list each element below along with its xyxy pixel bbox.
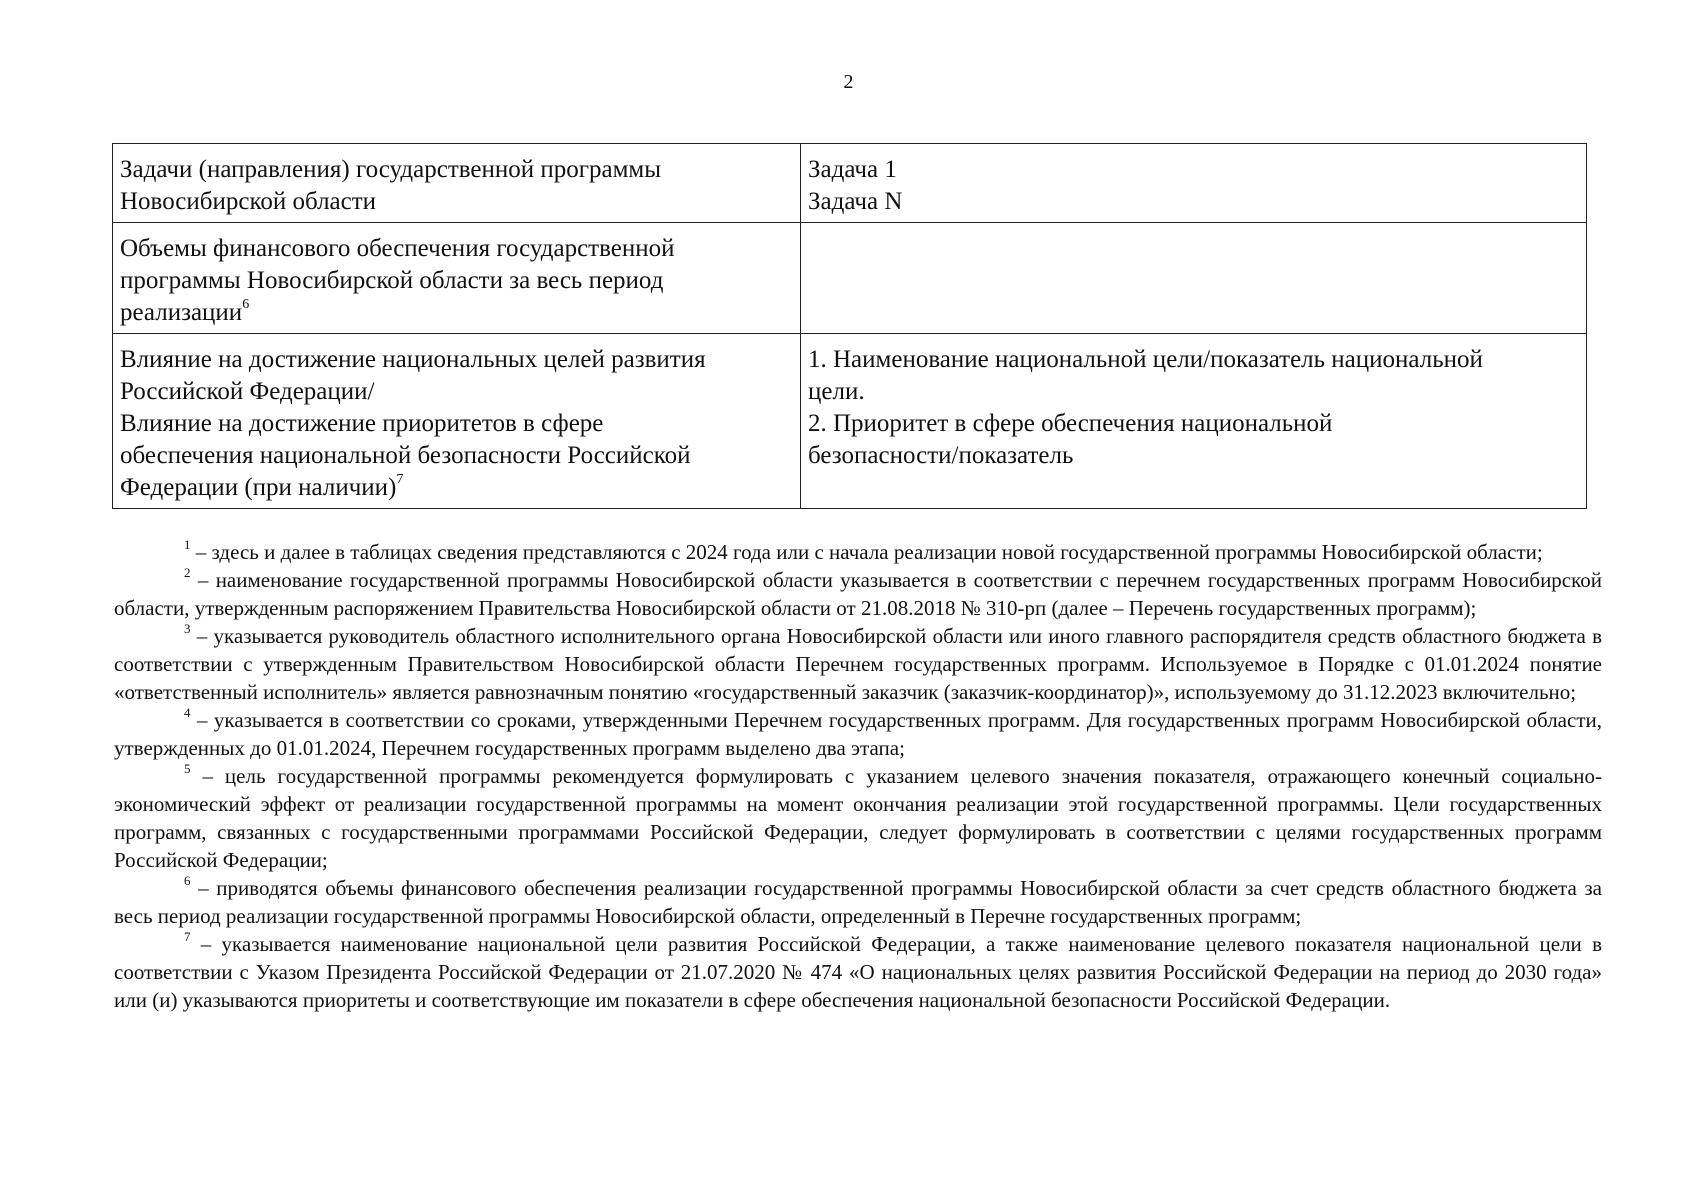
footnote-text: – наименование государственной программы Новосибирской области указывается в соответствии с перечнем государственных программ Новосибирской области, утвержденным распоряжением Правительства Новосибирской области от 21.08.2018 № 310-рп (далее – Перечень государственных программ);	[114, 568, 1602, 620]
footnote-ref-6: 6	[242, 296, 250, 312]
footnote-3	[114, 622, 1602, 706]
task-item: Задача N	[808, 188, 903, 215]
program-passport-table	[112, 143, 1587, 509]
finance-label-line: реализации	[120, 299, 243, 326]
goals-value-cell	[801, 334, 1587, 509]
goals-label-cell	[113, 334, 801, 509]
finance-label-line: программы Новосибирской области за весь период	[120, 267, 664, 294]
goals-value-line: цели.	[808, 378, 865, 405]
finance-label-cell	[113, 223, 801, 334]
footnote-7	[114, 930, 1602, 1014]
footnote-6	[114, 874, 1602, 930]
footnote-number: 3	[184, 621, 191, 636]
footnote-text: – здесь и далее в таблицах сведения представляются с 2024 года или с начала реализации новой государственной программы Новосибирской области;	[190, 540, 1543, 564]
footnote-text: – указывается в соответствии со сроками, утвержденными Перечнем государственных программ. Для государственных программ Новосибирской области, утвержденных до 01.01.2024, Перечнем государственных программ выделено два этапа;	[114, 708, 1602, 760]
footnotes-section	[114, 538, 1602, 1014]
footnote-number: 7	[184, 929, 191, 944]
table-row-national-goals	[113, 334, 1587, 509]
footnote-4	[114, 706, 1602, 762]
finance-value-cell	[801, 223, 1587, 334]
finance-label-line: Объемы финансового обеспечения государственной	[120, 235, 675, 262]
footnote-text: – указывается руководитель областного исполнительного органа Новосибирской области или иного главного распорядителя средств областного бюджета в соответствии с утвержденным Правительством Новосибирской области Перечнем государственных программ. Используемое в Порядке с 01.01.2024 понятие «ответственный исполнитель» является равнозначным понятию «государственный заказчик (заказчик-координатор)», используемому до 31.12.2023 включительно;	[114, 624, 1602, 704]
goals-value-line: безопасности/показатель	[808, 442, 1074, 469]
goals-label-line: Федерации (при наличии)	[120, 474, 397, 501]
tasks-label-cell	[113, 144, 801, 223]
footnote-number: 5	[184, 761, 191, 776]
footnote-number: 6	[184, 873, 191, 888]
footnote-5	[114, 762, 1602, 874]
footnote-text: – приводятся объемы финансового обеспечения реализации государственной программы Новосибирской области за счет средств областного бюджета за весь период реализации государственной программы Новосибирской области, определенный в Перечне государственных программ;	[114, 876, 1602, 928]
page-number: 2	[843, 71, 854, 93]
goals-label-line: Российской Федерации/	[120, 378, 375, 405]
table-row-tasks	[113, 144, 1587, 223]
goals-value-line: 2. Приоритет в сфере обеспечения национальной	[808, 410, 1333, 437]
tasks-label-line: Новосибирской области	[120, 188, 377, 215]
tasks-label-line: Задачи (направления) государственной программы	[120, 156, 662, 183]
goals-label-line: Влияние на достижение приоритетов в сфере	[120, 410, 604, 437]
goals-value-line: 1. Наименование национальной цели/показатель национальной	[808, 346, 1483, 373]
tasks-value-cell	[801, 144, 1587, 223]
footnote-number: 1	[184, 537, 191, 552]
footnote-2	[114, 566, 1602, 622]
goals-label-line: обеспечения национальной безопасности Российской	[120, 442, 691, 469]
task-item: Задача 1	[808, 156, 897, 183]
footnote-text: – цель государственной программы рекомендуется формулировать с указанием целевого значения показателя, отражающего конечный социально-экономический эффект от реализации государственной программы на момент окончания реализации этой государственной программы. Цели государственных программ, связанных с государственными программами Российской Федерации, следует формулировать в соответствии с целями государственных программ Российской Федерации;	[114, 764, 1602, 872]
footnote-number: 2	[184, 565, 191, 580]
footnote-text: – указывается наименование национальной цели развития Российской Федерации, а также наименование целевого показателя национальной цели в соответствии с Указом Президента Российской Федерации от 21.07.2020 № 474 «О национальных целях развития Российской Федерации на период до 2030 года» или (и) указываются приоритеты и соответствующие им показатели в сфере обеспечения национальной безопасности Российской Федерации.	[114, 932, 1602, 1012]
footnote-1	[114, 538, 1602, 566]
footnote-number: 4	[184, 705, 191, 720]
table-row-finance	[113, 223, 1587, 334]
footnote-ref-7: 7	[396, 471, 404, 487]
goals-label-line: Влияние на достижение национальных целей развития	[120, 346, 706, 373]
